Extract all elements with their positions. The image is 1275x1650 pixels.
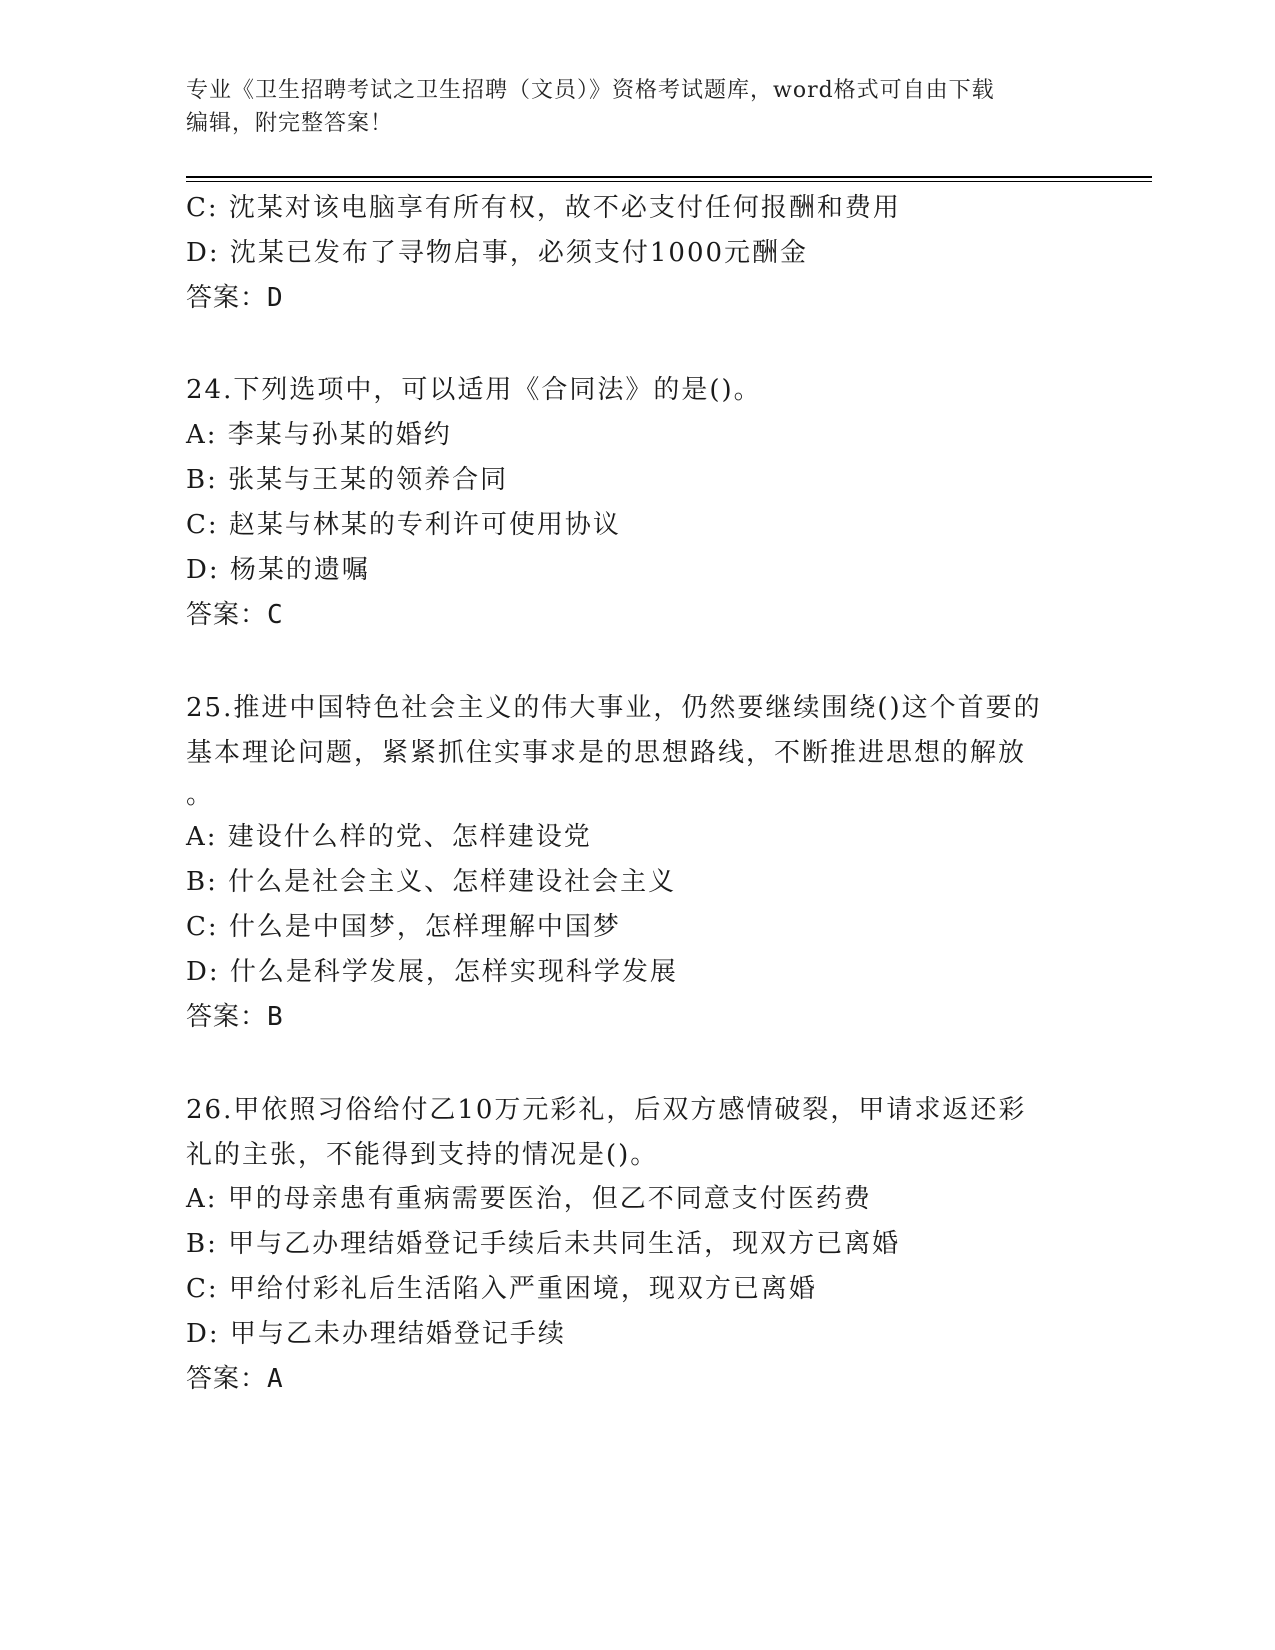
answer-label: 答案：C (186, 600, 284, 630)
option-a: A: 建设什么样的党、怎样建设党 (186, 822, 592, 852)
question-block-24 (186, 368, 1086, 638)
option-d: D: 沈某已发布了寻物启事，必须支付1000元酬金 (186, 238, 809, 268)
document-header (186, 74, 1086, 140)
question-block-23 (186, 186, 1086, 321)
option-d: D: 杨某的遗嘱 (186, 555, 370, 585)
header-divider-thick (186, 176, 1152, 178)
option-b: B: 张某与王某的领养合同 (186, 465, 509, 495)
option-c: C: 甲给付彩礼后生活陷入严重困境，现双方已离婚 (186, 1274, 817, 1304)
option-b: B: 甲与乙办理结婚登记手续后未共同生活，现双方已离婚 (186, 1229, 901, 1259)
header-line-2: 编辑，附完整答案！ (186, 111, 394, 136)
question-stem-line-3: 。 (186, 780, 215, 810)
option-a: A: 甲的母亲患有重病需要医治，但乙不同意支付医药费 (186, 1184, 872, 1214)
option-c: C: 什么是中国梦，怎样理解中国梦 (186, 912, 621, 942)
header-divider-thin (186, 181, 1152, 182)
question-block-26 (186, 1087, 1086, 1402)
option-b: B: 什么是社会主义、怎样建设社会主义 (186, 867, 677, 897)
spacer (186, 1040, 1086, 1087)
answer-label: 答案：D (186, 283, 284, 313)
question-stem-line-2: 礼的主张，不能得到支持的情况是()。 (186, 1140, 659, 1170)
question-stem-line-2: 基本理论问题，紧紧抓住实事求是的思想路线，不断推进思想的解放 (186, 738, 1027, 768)
question-stem: 24.下列选项中，可以适用《合同法》的是()。 (186, 375, 762, 405)
option-a: A: 李某与孙某的婚约 (186, 420, 452, 450)
option-d: D: 什么是科学发展，怎样实现科学发展 (186, 957, 678, 987)
answer-label: 答案：A (186, 1364, 284, 1394)
answer-label: 答案：B (186, 1002, 284, 1032)
spacer (186, 321, 1086, 368)
question-stem-line-1: 26.甲依照习俗给付乙10万元彩礼，后双方感情破裂，甲请求返还彩 (186, 1095, 1027, 1125)
option-c: C: 赵某与林某的专利许可使用协议 (186, 510, 621, 540)
spacer (186, 638, 1086, 685)
option-c: C: 沈某对该电脑享有所有权，故不必支付任何报酬和费用 (186, 193, 901, 223)
question-list (186, 186, 1086, 1402)
header-line-1: 专业《卫生招聘考试之卫生招聘（文员）》资格考试题库，word格式可自由下载 (186, 78, 995, 103)
question-stem-line-1: 25.推进中国特色社会主义的伟大事业，仍然要继续围绕()这个首要的 (186, 693, 1042, 723)
question-block-25 (186, 685, 1086, 1040)
option-d: D: 甲与乙未办理结婚登记手续 (186, 1319, 566, 1349)
